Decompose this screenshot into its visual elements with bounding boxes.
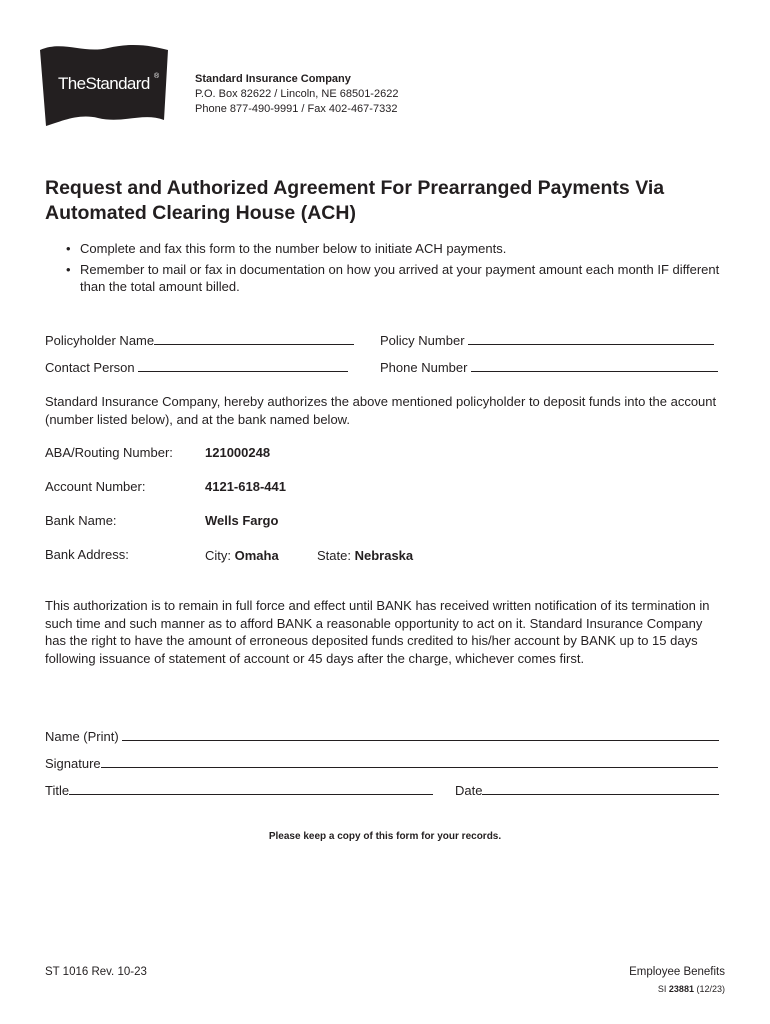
keep-copy-note: Please keep a copy of this form for your records. <box>268 831 502 842</box>
department-label: Employee Benefits <box>629 966 725 978</box>
the-standard-logo <box>38 40 170 126</box>
instruction-item: • Remember to mail or fax in documentation on how you arrived at your payment amount each month IF different than the total amount billed. <box>66 261 736 295</box>
form-code <box>658 984 725 994</box>
account-number-label: Account Number: <box>45 479 146 494</box>
policyholder-name-field[interactable] <box>45 332 354 349</box>
terms-text: This authorization is to remain in full force and effect until BANK has received written notification of its termination in such time and such manner as to afford BANK a reasonable opportunity to act on it. Standard Insurance Company has the right to have the amount of erroneous deposited funds credited to his/her account by BANK up to 15 days following issuance of statement of account or 45 days after the charge, whichever comes first. <box>45 598 710 666</box>
form-code-prefix: SI <box>657 984 667 994</box>
instruction-item: • Complete and fax this form to the number below to initiate ACH payments. <box>66 240 736 257</box>
name-print-label: Name (Print) <box>45 729 119 744</box>
bank-state <box>317 547 413 564</box>
form-code-number: 23881 <box>668 984 694 994</box>
phone-number-label: Phone Number <box>380 360 468 375</box>
company-info <box>195 72 398 117</box>
logo-text: TheStandard <box>58 74 150 93</box>
city-value: Omaha <box>234 548 279 563</box>
contact-person-line[interactable] <box>138 359 348 372</box>
phone-number-field[interactable] <box>380 359 718 376</box>
instructions-list <box>66 240 736 299</box>
form-title: Request and Authorized Agreement For Prearranged Payments Via Automated Clearing House (ACH) <box>45 177 665 224</box>
form-number: ST 1016 Rev. 10-23 <box>45 966 147 978</box>
company-address: P.O. Box 82622 / Lincoln, NE 68501-2622 <box>195 88 399 100</box>
state-value: Nebraska <box>354 548 414 563</box>
authorization-text: Standard Insurance Company, hereby authorizes the above mentioned policyholder to deposit funds into the account (number listed below), and at the bank named below. <box>45 394 717 427</box>
policyholder-name-label: Policyholder Name <box>45 333 155 348</box>
bank-city <box>205 547 279 564</box>
contact-person-field[interactable] <box>45 359 348 376</box>
bank-name-label: Bank Name: <box>45 513 117 528</box>
bank-name-value: Wells Fargo <box>205 513 279 528</box>
company-name: Standard Insurance Company <box>195 73 351 85</box>
policy-number-field[interactable] <box>380 332 714 349</box>
form-code-date: (12/23) <box>696 984 725 994</box>
signature-line[interactable] <box>101 755 718 768</box>
policy-number-label: Policy Number <box>380 333 465 348</box>
routing-number-value: 121000248 <box>205 445 271 460</box>
bank-address-label: Bank Address: <box>45 547 129 562</box>
name-print-field[interactable] <box>45 728 719 745</box>
title-field[interactable] <box>45 782 433 799</box>
title-label: Title <box>45 783 70 798</box>
policy-number-line[interactable] <box>468 332 714 345</box>
date-field[interactable] <box>455 782 719 799</box>
date-line[interactable] <box>482 782 719 795</box>
company-phone-fax: Phone 877-490-9991 / Fax 402-467-7332 <box>195 103 398 115</box>
signature-field[interactable] <box>45 755 718 772</box>
policyholder-name-line[interactable] <box>154 332 354 345</box>
title-line[interactable] <box>69 782 433 795</box>
routing-number-label: ABA/Routing Number: <box>45 445 173 460</box>
signature-label: Signature <box>45 756 101 771</box>
city-label: City: <box>205 548 231 563</box>
name-print-line[interactable] <box>122 728 719 741</box>
contact-person-label: Contact Person <box>45 360 135 375</box>
account-number-value: 4121-618-441 <box>205 479 286 494</box>
svg-text:®: ® <box>154 73 160 80</box>
phone-number-line[interactable] <box>471 359 718 372</box>
date-label: Date <box>455 783 483 798</box>
state-label: State: <box>317 548 351 563</box>
